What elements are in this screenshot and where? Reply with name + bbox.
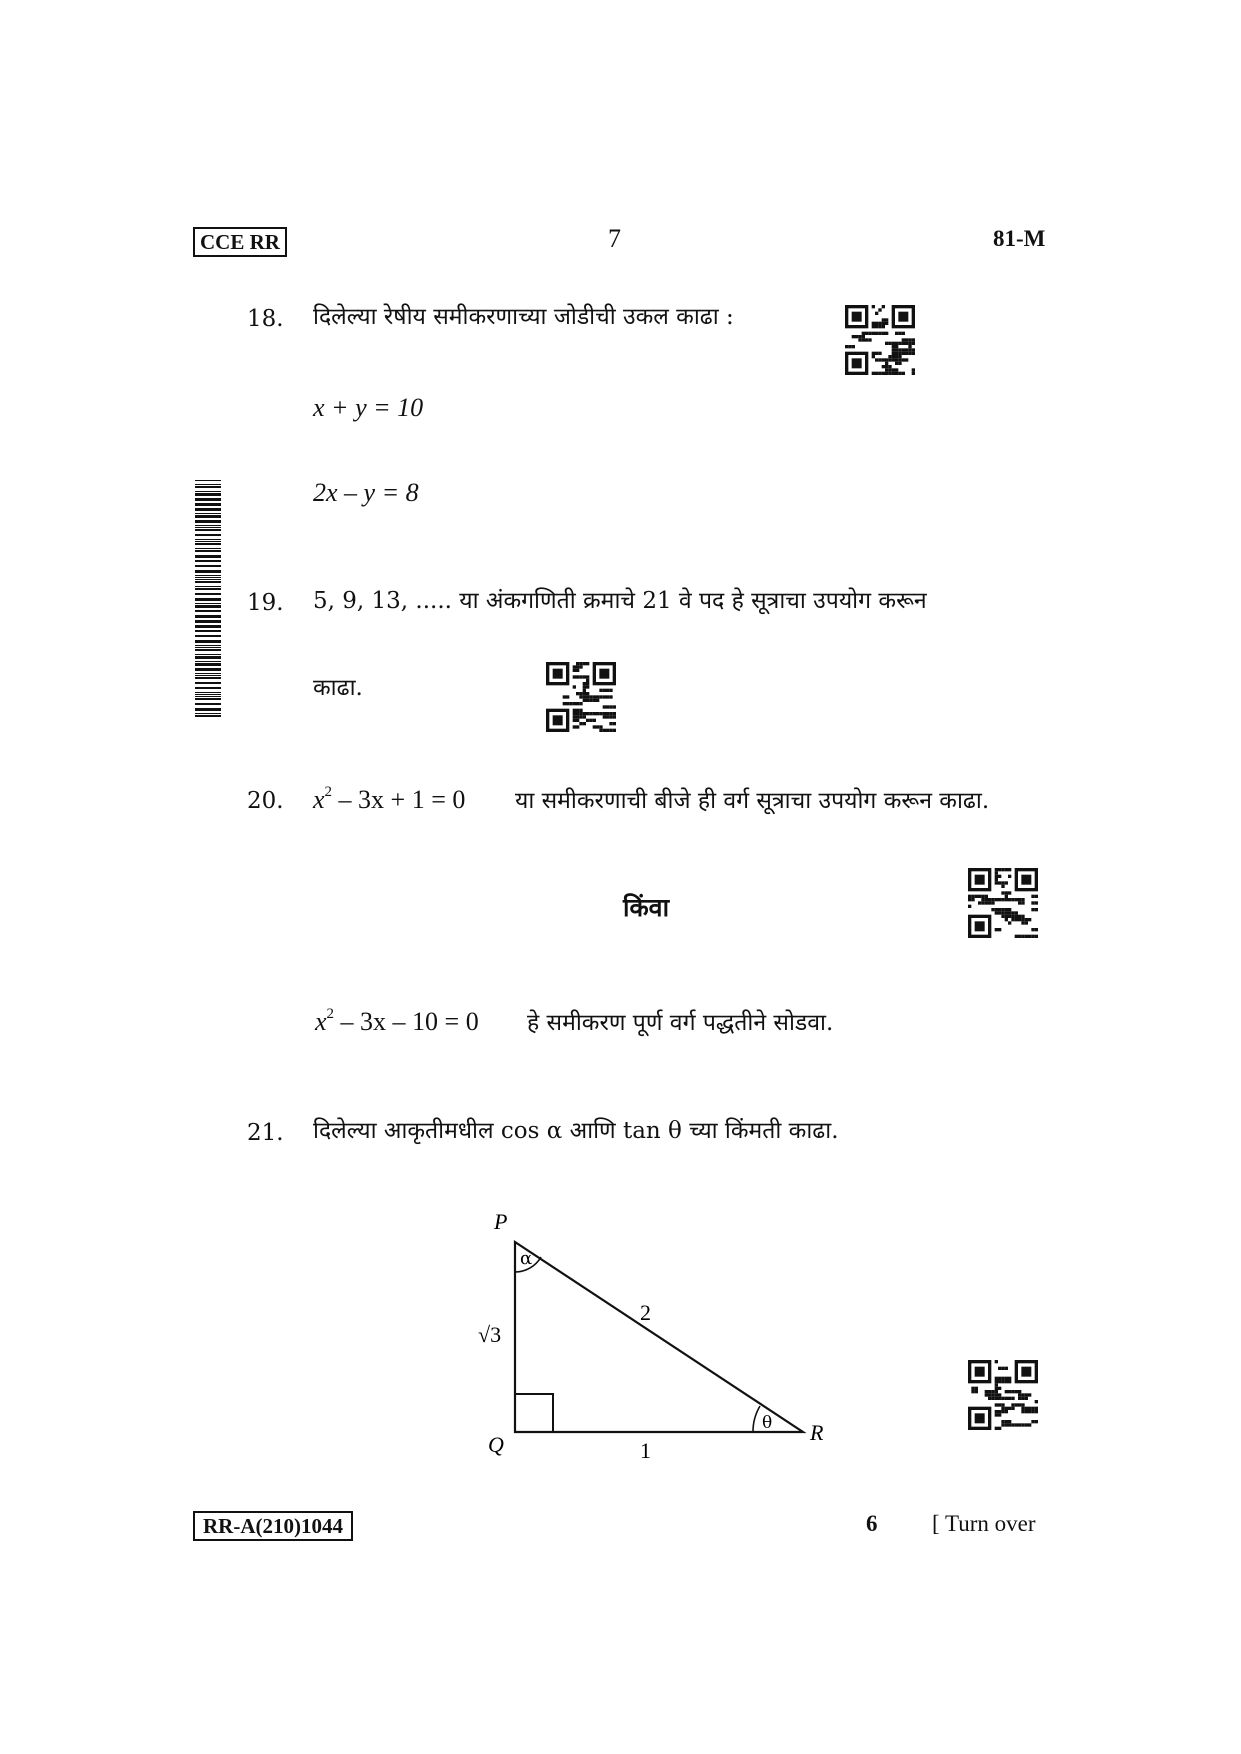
side-pr-label: 2	[640, 1300, 651, 1325]
sheet-number: 6	[866, 1511, 878, 1536]
footer-code: RR-A(210)1044	[193, 1511, 353, 1541]
question-21-number: 21.	[247, 1120, 284, 1146]
question-20-alt-equation: $x^2 - 3x - 10 = 0$	[315, 1006, 479, 1036]
question-20-text: या समीकरणाची बीजे ही वर्ग सूत्राचा उपयोग करून काढा.	[515, 788, 990, 814]
right-angle-marker	[515, 1394, 553, 1432]
triangle-pqr	[515, 1242, 803, 1432]
angle-theta-label: θ	[762, 1413, 773, 1433]
or-label: किंवा	[623, 893, 670, 922]
side-qr-label: 1	[640, 1438, 651, 1463]
qr-code-icon	[845, 305, 915, 375]
vertex-p-label: P	[494, 1209, 508, 1234]
question-21-text: दिलेल्या आकृतीमधील cos α आणि tan θ च्या किंमती काढा.	[313, 1118, 839, 1144]
qr-code-icon	[546, 662, 616, 732]
paper-code: 81-M	[993, 226, 1046, 251]
barcode-icon	[195, 480, 221, 718]
vertex-q-label: Q	[488, 1432, 504, 1457]
vertex-r-label: R	[810, 1420, 824, 1445]
question-20-alt-text: हे समीकरण पूर्ण वर्ग पद्धतीने सोडवा.	[527, 1010, 834, 1036]
question-18-equation-1: x + y = 10	[313, 393, 424, 422]
right-triangle-figure	[470, 1200, 850, 1470]
side-pq-label: √3	[478, 1322, 502, 1347]
qr-code-icon	[968, 1360, 1038, 1430]
paper-series-label: CCE RR	[193, 227, 287, 257]
turn-over-label: [ Turn over	[932, 1511, 1036, 1536]
question-18-equation-2: 2x – y = 8	[313, 478, 419, 507]
page-number: 7	[608, 224, 621, 253]
angle-alpha-label: α	[520, 1248, 533, 1269]
question-18-text: दिलेल्या रेषीय समीकरणाच्या जोडीची उकल काढा :	[313, 304, 734, 330]
qr-code-icon	[968, 868, 1038, 938]
question-18-number: 18.	[247, 306, 284, 332]
question-20-equation: $x^2 - 3x + 1 = 0$	[313, 784, 466, 814]
question-20-number: 20.	[247, 788, 284, 814]
question-19-number: 19.	[247, 590, 284, 616]
question-19-text: 5, 9, 13, ..... या अंकगणिती क्रमाचे 21 वे पद हे सूत्राचा उपयोग करून	[313, 588, 927, 614]
question-19-text-continued: काढा.	[313, 675, 363, 701]
angle-theta-arc	[753, 1406, 760, 1432]
